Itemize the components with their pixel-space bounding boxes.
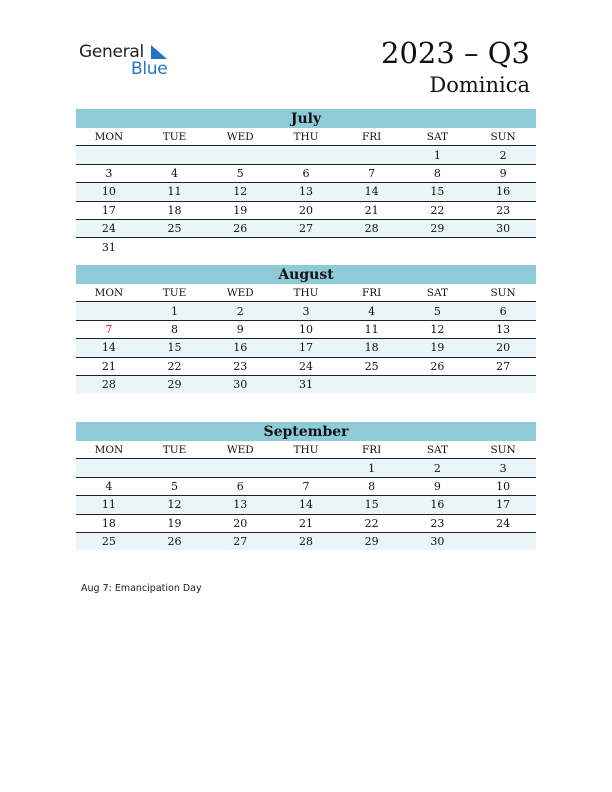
weekday-label: THU [273, 128, 339, 146]
day-cell: 15 [142, 339, 208, 357]
day-cell: 29 [142, 375, 208, 393]
day-cell: 14 [76, 339, 142, 357]
day-cell: 2 [470, 146, 536, 164]
day-cell: 12 [207, 183, 273, 201]
day-cell: 17 [76, 201, 142, 219]
logo-text-general: General [79, 42, 144, 62]
day-cell: 9 [470, 164, 536, 182]
week-row [76, 219, 536, 237]
day-cell: 27 [470, 357, 536, 375]
day-cell: 17 [273, 339, 339, 357]
day-cell: 16 [470, 183, 536, 201]
day-cell: 9 [207, 320, 273, 338]
day-cell: 10 [76, 183, 142, 201]
day-cell [207, 459, 273, 477]
month-september [76, 422, 536, 550]
day-cell: 1 [339, 459, 405, 477]
day-cell [470, 238, 536, 256]
day-cell: 14 [339, 183, 405, 201]
day-cell: 1 [405, 146, 471, 164]
day-cell [207, 146, 273, 164]
day-cell: 23 [470, 201, 536, 219]
day-cell [470, 375, 536, 393]
day-cell: 27 [207, 532, 273, 550]
weekday-label: FRI [339, 284, 405, 302]
week-row [76, 164, 536, 182]
day-cell: 9 [405, 477, 471, 495]
day-cell: 23 [405, 514, 471, 532]
day-cell: 13 [273, 183, 339, 201]
day-cell [273, 146, 339, 164]
week-row [76, 339, 536, 357]
day-cell: 7 [339, 164, 405, 182]
country-name: Dominica [429, 73, 530, 97]
day-cell [339, 375, 405, 393]
calendar-grid [76, 128, 536, 256]
week-row [76, 302, 536, 320]
day-cell: 30 [207, 375, 273, 393]
day-cell: 8 [339, 477, 405, 495]
day-cell: 28 [339, 219, 405, 237]
day-cell: 7 [273, 477, 339, 495]
day-cell [405, 238, 471, 256]
day-cell: 19 [405, 339, 471, 357]
weekday-label: TUE [142, 128, 208, 146]
day-cell: 20 [273, 201, 339, 219]
calendar-grid [76, 284, 536, 393]
month-august [76, 265, 536, 393]
page-title: 2023 – Q3 [381, 36, 530, 70]
day-cell: 24 [470, 514, 536, 532]
day-cell: 19 [142, 514, 208, 532]
day-cell: 30 [405, 532, 471, 550]
day-cell: 22 [142, 357, 208, 375]
day-cell: 19 [207, 201, 273, 219]
day-cell: 10 [273, 320, 339, 338]
day-cell: 4 [142, 164, 208, 182]
week-row [76, 238, 536, 256]
day-cell [339, 146, 405, 164]
day-cell: 8 [405, 164, 471, 182]
weekday-label: SAT [405, 284, 471, 302]
day-cell: 13 [207, 496, 273, 514]
day-cell: 2 [405, 459, 471, 477]
day-cell: 29 [405, 219, 471, 237]
weekday-header-row [76, 441, 536, 459]
day-cell: 18 [339, 339, 405, 357]
weekday-label: THU [273, 441, 339, 459]
day-cell: 11 [76, 496, 142, 514]
weekday-label: FRI [339, 128, 405, 146]
day-cell: 6 [273, 164, 339, 182]
week-row [76, 320, 536, 338]
month-title: September [76, 422, 536, 441]
day-cell: 28 [76, 375, 142, 393]
day-cell: 16 [207, 339, 273, 357]
day-cell: 15 [405, 183, 471, 201]
day-cell: 21 [273, 514, 339, 532]
day-cell: 7 [76, 320, 142, 338]
week-row [76, 183, 536, 201]
weekday-label: MON [76, 441, 142, 459]
day-cell: 26 [142, 532, 208, 550]
weekday-label: SUN [470, 284, 536, 302]
week-row [76, 532, 536, 550]
day-cell: 5 [207, 164, 273, 182]
week-row [76, 201, 536, 219]
day-cell: 26 [405, 357, 471, 375]
day-cell: 8 [142, 320, 208, 338]
weekday-label: TUE [142, 441, 208, 459]
day-cell: 14 [273, 496, 339, 514]
weekday-label: FRI [339, 441, 405, 459]
week-row [76, 496, 536, 514]
weekday-label: SAT [405, 128, 471, 146]
day-cell: 4 [76, 477, 142, 495]
day-cell [76, 302, 142, 320]
month-title: July [76, 109, 536, 128]
holiday-footnote: Aug 7: Emancipation Day [81, 583, 202, 594]
weekday-label: WED [207, 128, 273, 146]
day-cell: 17 [470, 496, 536, 514]
day-cell: 10 [470, 477, 536, 495]
day-cell: 6 [207, 477, 273, 495]
day-cell: 12 [142, 496, 208, 514]
day-cell [273, 459, 339, 477]
day-cell: 26 [207, 219, 273, 237]
day-cell: 2 [207, 302, 273, 320]
weekday-label: TUE [142, 284, 208, 302]
week-row [76, 477, 536, 495]
day-cell [470, 532, 536, 550]
day-cell: 11 [339, 320, 405, 338]
week-row [76, 514, 536, 532]
week-row [76, 146, 536, 164]
day-cell [142, 146, 208, 164]
day-cell: 22 [405, 201, 471, 219]
day-cell: 23 [207, 357, 273, 375]
day-cell: 24 [76, 219, 142, 237]
day-cell: 30 [470, 219, 536, 237]
weekday-label: MON [76, 284, 142, 302]
day-cell: 24 [273, 357, 339, 375]
day-cell: 31 [273, 375, 339, 393]
weekday-label: THU [273, 284, 339, 302]
day-cell: 5 [142, 477, 208, 495]
day-cell: 20 [470, 339, 536, 357]
day-cell: 28 [273, 532, 339, 550]
day-cell: 16 [405, 496, 471, 514]
weekday-label: WED [207, 441, 273, 459]
day-cell: 12 [405, 320, 471, 338]
day-cell: 1 [142, 302, 208, 320]
day-cell [339, 238, 405, 256]
month-title: August [76, 265, 536, 284]
day-cell: 27 [273, 219, 339, 237]
day-cell: 5 [405, 302, 471, 320]
day-cell: 4 [339, 302, 405, 320]
day-cell: 25 [76, 532, 142, 550]
weekday-header-row [76, 128, 536, 146]
day-cell: 31 [101, 240, 116, 254]
generalblue-logo [79, 42, 179, 82]
day-cell [76, 146, 142, 164]
day-cell: 13 [470, 320, 536, 338]
day-cell: 21 [339, 201, 405, 219]
calendar-grid [76, 441, 536, 550]
weekday-label: SUN [470, 128, 536, 146]
day-cell: 3 [76, 164, 142, 182]
day-cell: 29 [339, 532, 405, 550]
day-cell: 3 [273, 302, 339, 320]
week-row [76, 459, 536, 477]
week-row [76, 375, 536, 393]
weekday-label: SAT [405, 441, 471, 459]
logo-text-blue: Blue [131, 59, 168, 79]
month-july [76, 109, 536, 256]
day-cell: 18 [76, 514, 142, 532]
weekday-label: WED [207, 284, 273, 302]
day-cell: 22 [339, 514, 405, 532]
day-cell: 21 [76, 357, 142, 375]
day-cell [405, 375, 471, 393]
day-cell: 11 [142, 183, 208, 201]
day-cell [273, 238, 339, 256]
weekday-label: MON [76, 128, 142, 146]
day-cell: 25 [339, 357, 405, 375]
day-cell: 15 [339, 496, 405, 514]
day-cell [76, 459, 142, 477]
day-cell: 25 [142, 219, 208, 237]
day-cell [207, 238, 273, 256]
day-cell: 3 [470, 459, 536, 477]
day-cell [142, 238, 208, 256]
week-row [76, 357, 536, 375]
day-cell [142, 459, 208, 477]
day-cell: 6 [470, 302, 536, 320]
weekday-header-row [76, 284, 536, 302]
day-cell: 18 [142, 201, 208, 219]
day-cell: 20 [207, 514, 273, 532]
weekday-label: SUN [470, 441, 536, 459]
